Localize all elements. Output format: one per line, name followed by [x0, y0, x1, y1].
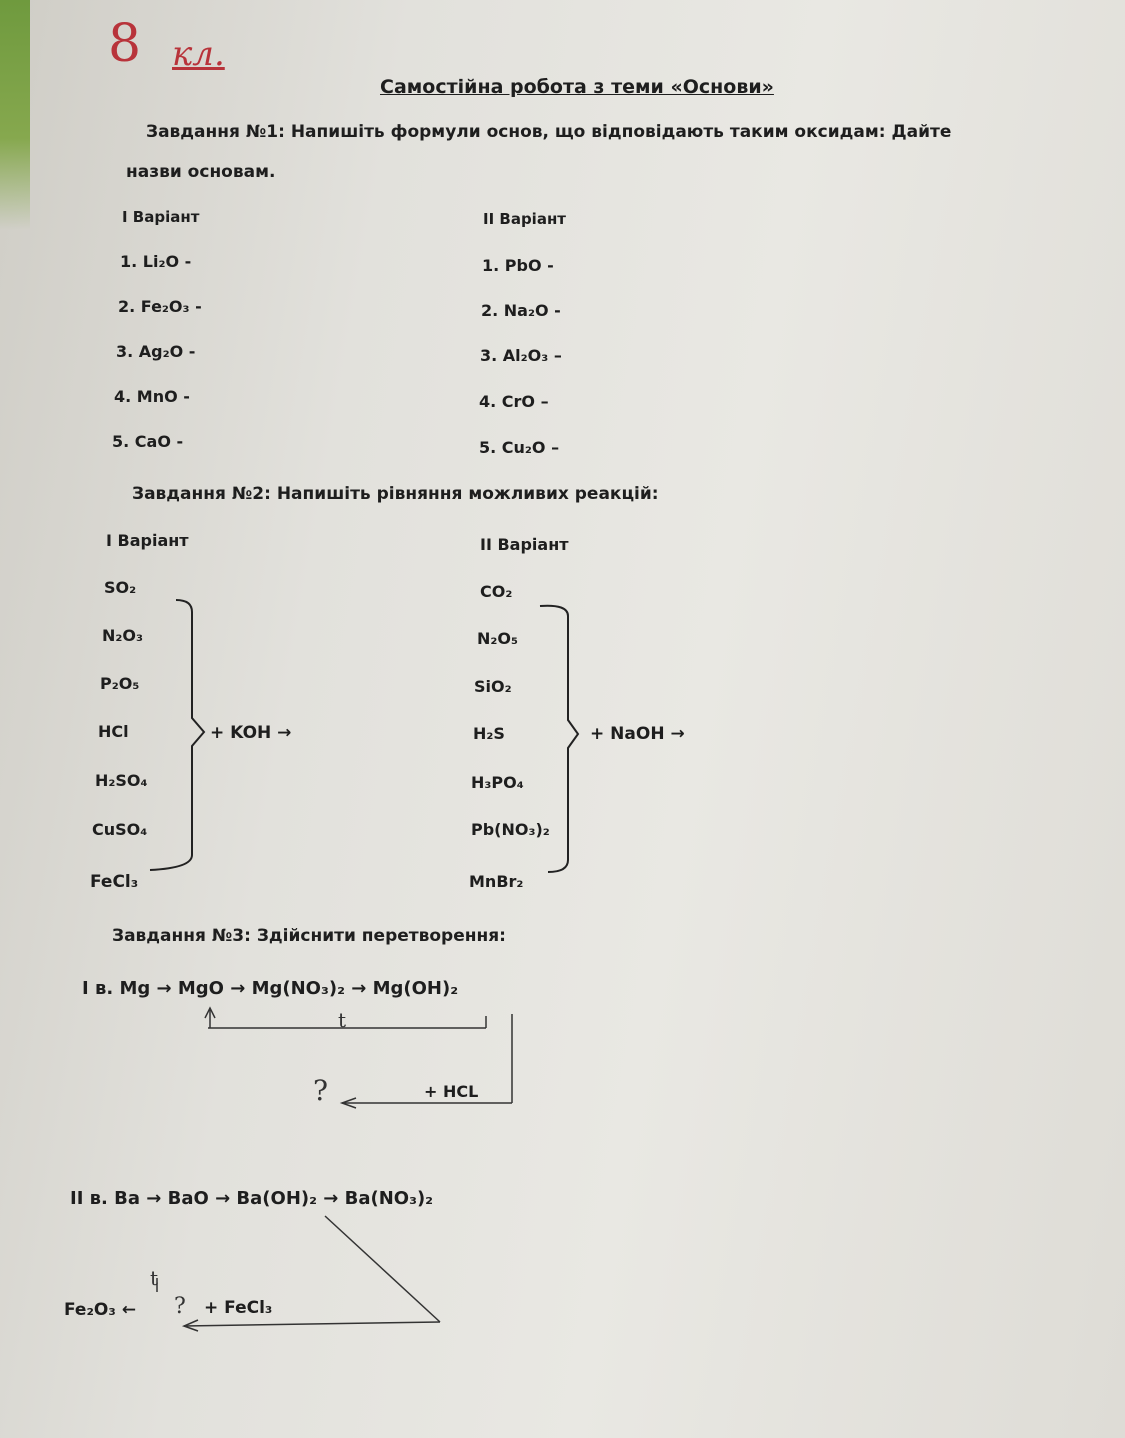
brace-variant1: [150, 600, 204, 870]
task2-v2-item: N₂O₅: [477, 629, 519, 648]
task3-v2-reagent: + FeCl₃: [204, 1298, 273, 1318]
task1-v2-item: 2. Na₂O -: [481, 301, 561, 320]
task1-heading-line1: Завдання №1: Напишіть формули основ, що відповідають таким оксидам: Дайте: [146, 122, 952, 142]
task3-v1-question: ?: [313, 1074, 329, 1107]
task3-v2-chain: II в. Ba → BaO → Ba(OH)₂ → Ba(NO₃)₂: [70, 1188, 434, 1209]
handwritten-grade-number: 8: [108, 14, 142, 74]
brace-variant2: [540, 606, 578, 872]
page-title: Самостійна робота з теми «Основи»: [380, 76, 774, 98]
v2-diagonal: [325, 1216, 440, 1322]
task3-heading: Завдання №3: Здійснити перетворення:: [112, 926, 506, 946]
task1-v1-item: 3. Ag₂O -: [116, 342, 196, 361]
task1-v1-item: 5. CaO -: [112, 432, 184, 451]
v2-bottom: [184, 1322, 440, 1326]
task1-variant2-label: II Варіант: [483, 210, 566, 228]
task1-variant1-label: I Варіант: [122, 208, 200, 226]
task3-v1-reagent: + HCL: [424, 1082, 479, 1101]
task3-v2-t-label: t: [150, 1266, 159, 1290]
task2-v1-item: H₂SO₄: [95, 771, 148, 790]
task1-v2-item: 5. Cu₂O –: [479, 438, 560, 457]
task2-v1-item: SO₂: [104, 578, 137, 597]
task3-v1-t-label: t: [338, 1008, 347, 1032]
task3-v2-question: ?: [174, 1294, 186, 1319]
task2-v2-item: H₃PO₄: [471, 773, 524, 792]
task2-v2-item: H₂S: [473, 724, 505, 743]
task2-v1-item: FeCl₃: [90, 872, 139, 892]
task2-v1-item: P₂O₅: [100, 674, 140, 693]
task1-v1-item: 4. MnO -: [114, 387, 190, 406]
task1-heading-line2: назви основам.: [126, 162, 276, 182]
task2-v2-item: Pb(NO₃)₂: [471, 820, 550, 839]
task2-heading: Завдання №2: Напишіть рівняння можливих реакцій:: [132, 484, 659, 504]
task2-v1-item: HCl: [98, 722, 129, 741]
handwritten-grade-text: кл.: [172, 34, 225, 74]
task1-v2-item: 4. CrO –: [479, 392, 549, 411]
task3-v1-chain: I в. Mg → MgO → Mg(NO₃)₂ → Mg(OH)₂: [82, 978, 459, 999]
task2-v2-item: MnBr₂: [469, 872, 524, 891]
task2-v1-item: N₂O₃: [102, 626, 144, 645]
task1-v2-item: 1. PbO -: [482, 256, 554, 275]
task2-v2-item: CO₂: [480, 582, 513, 601]
task2-variant2-label: II Варіант: [480, 535, 569, 554]
task1-v1-item: 1. Li₂O -: [120, 252, 192, 271]
task2-v2-reagent: + NaOH →: [590, 724, 685, 744]
task2-v1-reagent: + KOH →: [210, 723, 292, 743]
task2-v2-item: SiO₂: [474, 677, 512, 696]
task3-v2-product: Fe₂O₃ ←: [64, 1300, 136, 1320]
task2-v1-item: CuSO₄: [92, 820, 148, 839]
task1-v2-item: 3. Al₂O₃ –: [480, 346, 562, 365]
task1-v1-item: 2. Fe₂O₃ -: [118, 297, 202, 316]
task2-variant1-label: I Варіант: [106, 531, 189, 550]
